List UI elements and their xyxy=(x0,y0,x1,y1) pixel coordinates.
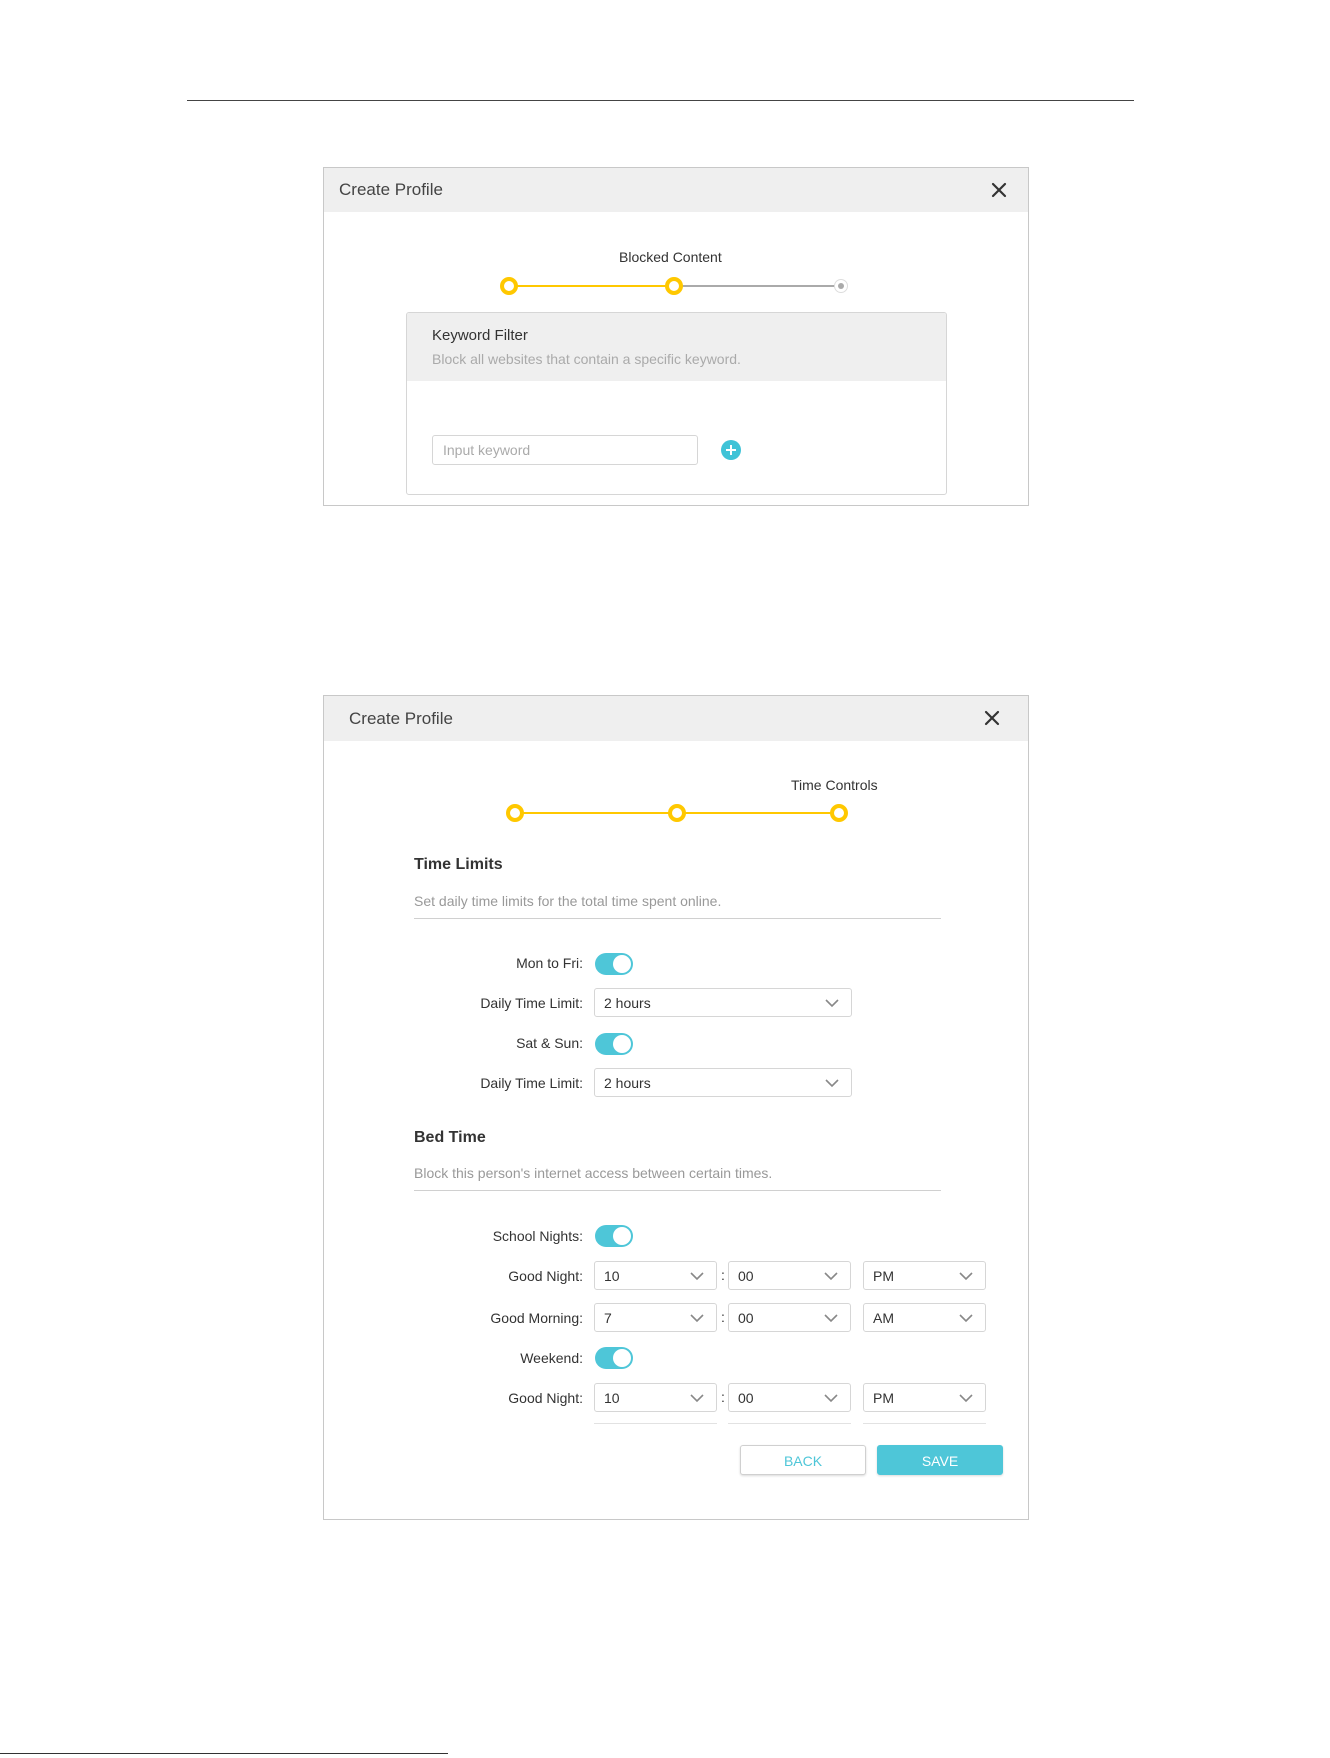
chevron-down-icon xyxy=(824,1271,838,1281)
select-value: 10 xyxy=(604,1268,620,1284)
mon-fri-daily-limit-select[interactable] xyxy=(594,988,852,1017)
chevron-down-icon xyxy=(824,1313,838,1323)
select-value: 10 xyxy=(604,1390,620,1406)
daily-time-limit-label: Daily Time Limit: xyxy=(480,995,583,1011)
save-button[interactable]: SAVE xyxy=(877,1445,1003,1475)
keyword-input[interactable] xyxy=(432,435,698,465)
mon-fri-label: Mon to Fri: xyxy=(516,955,583,971)
good-night-ampm-select[interactable] xyxy=(863,1261,986,1290)
close-icon[interactable] xyxy=(989,180,1009,200)
keyword-filter-title: Keyword Filter xyxy=(432,327,528,344)
chevron-down-icon xyxy=(690,1271,704,1281)
step-label: Time Controls xyxy=(791,777,878,793)
dialog-title: Create Profile xyxy=(349,709,453,728)
good-morning-minute-select[interactable] xyxy=(728,1303,851,1332)
weekend-label: Weekend: xyxy=(520,1350,583,1366)
bed-time-title: Bed Time xyxy=(414,1129,486,1146)
step-line-pending xyxy=(674,285,839,287)
weekend-good-night-ampm-select[interactable] xyxy=(863,1383,986,1412)
good-night-hour-select[interactable] xyxy=(594,1261,717,1290)
time-separator: : xyxy=(721,1267,725,1283)
chevron-down-icon xyxy=(959,1393,973,1403)
time-limits-divider xyxy=(414,918,941,919)
step-dot-1 xyxy=(506,804,524,822)
weekend-good-night-minute-select[interactable] xyxy=(728,1383,851,1412)
page-top-rule xyxy=(187,100,1134,101)
step-label: Blocked Content xyxy=(619,249,722,265)
step-dot-3 xyxy=(830,804,848,822)
page-bottom-rule xyxy=(0,1753,448,1754)
select-value: PM xyxy=(873,1390,894,1406)
step-dot-2 xyxy=(668,804,686,822)
sat-sun-label: Sat & Sun: xyxy=(516,1035,583,1051)
select-value: AM xyxy=(873,1310,894,1326)
sat-sun-daily-limit-select[interactable] xyxy=(594,1068,852,1097)
keyword-filter-header xyxy=(407,313,946,381)
select-value: 2 hours xyxy=(604,1075,651,1091)
scroll-clip-edge xyxy=(863,1423,986,1424)
time-separator: : xyxy=(721,1389,725,1405)
chevron-down-icon xyxy=(690,1393,704,1403)
good-night-label: Good Night: xyxy=(508,1390,583,1406)
keyword-filter-panel xyxy=(406,312,947,495)
back-button[interactable]: BACK xyxy=(740,1445,866,1475)
chevron-down-icon xyxy=(825,1078,839,1088)
good-morning-label: Good Morning: xyxy=(490,1310,583,1326)
create-profile-dialog-time-controls xyxy=(323,695,1029,1520)
step-dot-2 xyxy=(665,277,683,295)
bed-time-description: Block this person's internet access between certain times. xyxy=(414,1165,773,1181)
school-nights-label: School Nights: xyxy=(492,1228,583,1244)
select-value: 7 xyxy=(604,1310,612,1326)
step-line-complete xyxy=(509,285,674,287)
select-value: 2 hours xyxy=(604,995,651,1011)
select-value: 00 xyxy=(738,1390,754,1406)
add-icon[interactable] xyxy=(721,440,741,460)
dialog-title: Create Profile xyxy=(339,180,443,199)
daily-time-limit-label: Daily Time Limit: xyxy=(480,1075,583,1091)
dialog-header xyxy=(324,696,1028,741)
chevron-down-icon xyxy=(690,1313,704,1323)
scroll-clip-edge xyxy=(594,1423,717,1424)
time-separator: : xyxy=(721,1309,725,1325)
select-value: PM xyxy=(873,1268,894,1284)
chevron-down-icon xyxy=(959,1271,973,1281)
sat-sun-toggle[interactable] xyxy=(595,1033,633,1055)
close-icon[interactable] xyxy=(982,708,1002,728)
chevron-down-icon xyxy=(825,998,839,1008)
select-value: 00 xyxy=(738,1310,754,1326)
mon-fri-toggle[interactable] xyxy=(595,953,633,975)
keyword-filter-description: Block all websites that contain a specific keyword. xyxy=(432,351,741,367)
good-night-label: Good Night: xyxy=(508,1268,583,1284)
bed-time-divider xyxy=(414,1190,941,1191)
chevron-down-icon xyxy=(824,1393,838,1403)
select-value: 00 xyxy=(738,1268,754,1284)
good-morning-hour-select[interactable] xyxy=(594,1303,717,1332)
good-morning-ampm-select[interactable] xyxy=(863,1303,986,1332)
scroll-clip-edge xyxy=(728,1423,851,1424)
create-profile-dialog-blocked-content xyxy=(323,167,1029,506)
chevron-down-icon xyxy=(959,1313,973,1323)
weekend-good-night-hour-select[interactable] xyxy=(594,1383,717,1412)
good-night-minute-select[interactable] xyxy=(728,1261,851,1290)
step-dot-3 xyxy=(834,279,848,293)
weekend-toggle[interactable] xyxy=(595,1347,633,1369)
step-dot-1 xyxy=(500,277,518,295)
time-limits-title: Time Limits xyxy=(414,856,503,873)
school-nights-toggle[interactable] xyxy=(595,1225,633,1247)
dialog-header xyxy=(324,168,1028,212)
time-limits-description: Set daily time limits for the total time spent online. xyxy=(414,893,722,909)
